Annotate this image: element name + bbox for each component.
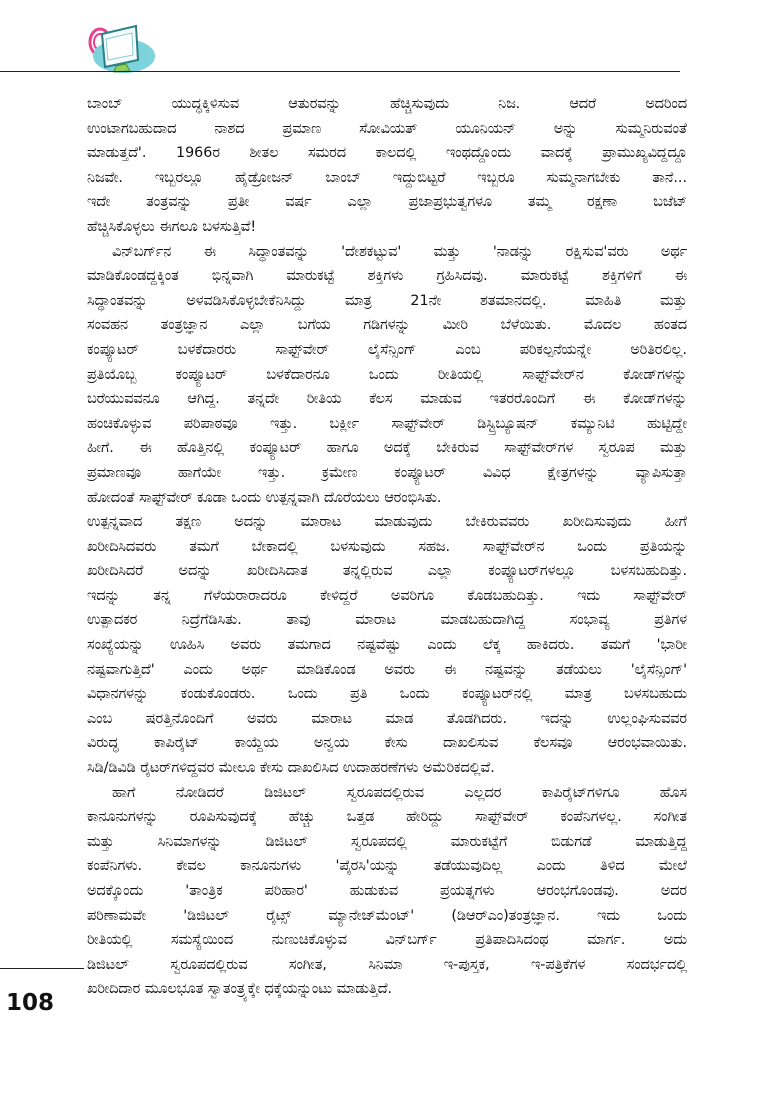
text-line: ಡಿಜಿಟಲ್ ಸ್ವರೂಪದಲ್ಲಿರುವ ಸಂಗೀತ, ಸಿನಿಮಾ ಇ-ಪುಸ್ತಕ, ಇ-ಪತ್ರಿಕೆಗಳ ಸಂದರ್ಭದಲ್ಲಿ: [87, 956, 687, 973]
text-line: ಬರೆಯುವವನೂ ಆಗಿದ್ದ. ತನ್ನದೇ ರೀತಿಯ ಕೆಲಸ ಮಾಡುವ ಇತರರೊಂದಿಗೆ ಈ ಕೋಡ್‌ಗಳನ್ನು: [87, 391, 687, 408]
text-line: ಬಾಂಬ್ ಯುದ್ಧಕ್ಕಿಳಿಸುವ ಆತುರವನ್ನು ಹೆಚ್ಚಿಸುವುದು ನಿಜ. ಆದರೆ ಅದರಿಂದ: [87, 96, 687, 112]
text-line: ಹೆಚ್ಚಿಸಿಕೊಳ್ಳಲು ಈಗಲೂ ಬಳಸುತ್ತಿವೆ!: [87, 218, 257, 235]
paragraph: [87, 240, 687, 781]
text-line: ಇದೇ ತಂತ್ರವನ್ನು ಪ್ರತೀ ವರ್ಷ ಎಲ್ಲಾ ಪ್ರಜಾಪ್ರಭುತ್ವಗಳೂ ತಮ್ಮ ರಕ್ಷಣಾ ಬಜೆಟ್: [87, 194, 687, 211]
text-line: ಉತ್ಪಾದಕರ ನಿದ್ರೆಗೆಡಿಸಿತು. ತಾವು ಮಾರಾಟ ಮಾಡಬಹುದಾಗಿದ್ದ ಸಂಭಾವ್ಯ ಪ್ರತಿಗಳ: [87, 612, 687, 629]
text-line: ಹಂಚಿಕೊಳ್ಳುವ ಪರಿಪಾಠವೂ ಇತ್ತು. ಬರ್ಕ್ಲೀ ಸಾಫ್ಟ್‌ವೇರ್ ಡಿಸ್ಟ್ರಿಬ್ಯೂಷನ್ ಕಮ್ಯುನಿಟಿ ಹುಟ್ಟಿದ್ದೇ: [87, 415, 687, 432]
text-line: ಪ್ರತಿಯೊಬ್ಬ ಕಂಪ್ಯೂಟರ್ ಬಳಕೆದಾರನೂ ಒಂದು ರೀತಿಯಲ್ಲಿ ಸಾಫ್ಟ್‌ವೇರ್‌ನ ಕೋಡ್‌ಗಳನ್ನು: [87, 366, 687, 383]
text-line: ಸಂಖ್ಯೆಯನ್ನು ಊಹಿಸಿ ಅವರು ತಮಗಾದ ನಷ್ಟವೆಷ್ಟು ಎಂದು ಲೆಕ್ಕ ಹಾಕಿದರು. ತಮಗೆ 'ಭಾರೀ: [87, 637, 687, 654]
text-line: ಅದಕ್ಕೊಂದು 'ತಾಂತ್ರಿಕ ಪರಿಹಾರ' ಹುಡುಕುವ ಪ್ರಯತ್ನಗಳು ಆರಂಭಗೊಂಡವು. ಅದರ: [87, 883, 687, 899]
text-line: ನಷ್ಟವಾಗುತ್ತಿದೆ' ಎಂದು ಅರ್ಥ ಮಾಡಿಕೊಂಡ ಅವರು ಈ ನಷ್ಟವನ್ನು ತಡೆಯಲು 'ಲೈಸೆನ್ಸಿಂಗ್': [87, 661, 687, 678]
text-line: ಕಾನೂನುಗಳನ್ನು ರೂಪಿಸುವುದಕ್ಕೆ ಹೆಚ್ಚು ಒತ್ತಡ ಹೇರಿದ್ದು ಸಾಫ್ಟ್‌ವೇರ್ ಕಂಪೆನಿಗಳಲ್ಲ. ಸಂಗೀತ: [87, 809, 687, 826]
text-line: ಮಾಡುತ್ತದೆ'. 1966ರ ಶೀತಲ ಸಮರದ ಕಾಲದಲ್ಲಿ ಇಂಥದ್ದೊಂದು ವಾದಕ್ಕೆ ಪ್ರಾಮುಖ್ಯವಿದ್ದದ್ದೂ: [87, 145, 687, 162]
text-line: ಉತ್ಪನ್ನವಾದ ತಕ್ಷಣ ಅದನ್ನು ಮಾರಾಟ ಮಾಡುವುದು ಬೇಕಿರುವವರು ಖರೀದಿಸುವುದು ಹೀಗೆ: [87, 514, 687, 531]
monitor-icon: [86, 22, 156, 74]
text-line: ಉಂಟಾಗಬಹುದಾದ ನಾಶದ ಪ್ರಮಾಣ ಸೋವಿಯತ್ ಯೂನಿಯನ್ ಅನ್ನು ಸುಮ್ಮನಿರುವಂತೆ: [87, 120, 687, 137]
footer-rule: [0, 968, 84, 969]
text-line: ಪ್ರಮಾಣವೂ ಹಾಗೆಯೇ ಇತ್ತು. ಕ್ರಮೇಣ ಕಂಪ್ಯೂಟರ್ ವಿವಿಧ ಕ್ಷೇತ್ರಗಳನ್ನು ವ್ಯಾಪಿಸುತ್ತಾ: [87, 464, 687, 481]
paragraph: [87, 781, 687, 1002]
text-line: ಹೋದಂತೆ ಸಾಫ್ಟ್‌ವೇರ್ ಕೂಡಾ ಒಂದು ಉತ್ಪನ್ನವಾಗಿ ದೊರೆಯಲು ಆರಂಭಿಸಿತು.: [87, 489, 442, 506]
text-line: ಖರೀದಿದಾರ ಮೂಲಭೂತ ಸ್ವಾತಂತ್ರ್ಯಕ್ಕೇ ಧಕ್ಕೆಯನ್ನುಂಟು ಮಾಡುತ್ತಿದೆ.: [87, 981, 393, 998]
text-line: ಹೀಗೆ. ಈ ಹೊತ್ತಿನಲ್ಲಿ ಕಂಪ್ಯೂಟರ್ ಹಾಗೂ ಅದಕ್ಕೆ ಬೇಕಿರುವ ಸಾಫ್ಟ್‌ವೇರ್‌ಗಳ ಸ್ವರೂಪ ಮತ್ತು: [87, 440, 687, 457]
text-line: ಕಂಪೆನಿಗಳು. ಕೇವಲ ಕಾನೂನುಗಳು 'ಪೈರಸಿ'ಯನ್ನು ತಡೆಯುವುದಿಲ್ಲ ಎಂದು ತಿಳಿದ ಮೇಲೆ: [87, 858, 687, 875]
text-line: ರೀತಿಯಲ್ಲಿ ಸಮಸ್ಯೆಯಿಂದ ನುಣುಚಿಕೊಳ್ಳುವ ವಿನ್‌ಬರ್ಗ್ ಪ್ರತಿಪಾದಿಸಿದಂಥ ಮಾರ್ಗ. ಅದು: [87, 932, 687, 949]
paragraph: [87, 92, 687, 240]
text-line: ವಿನ್‌ಬರ್ಗ್‌ನ ಈ ಸಿದ್ಧಾಂತವನ್ನು 'ದೇಶಕಟ್ಟುವ' ಮತ್ತು 'ನಾಡನ್ನು ರಕ್ಷಿಸುವ'ವರು ಅರ್ಥ: [112, 243, 687, 260]
page-number: 108: [6, 990, 55, 1016]
text-line: ವಿಧಾನಗಳನ್ನು ಕಂಡುಕೊಂಡರು. ಒಂದು ಪ್ರತಿ ಒಂದು ಕಂಪ್ಯೂಟರ್‌ನಲ್ಲಿ ಮಾತ್ರ ಬಳಸಬಹುದು: [87, 686, 687, 703]
header-rule: [0, 71, 680, 72]
text-line: ಖರೀದಿಸಿದರೆ ಅದನ್ನು ಖರೀದಿಸಿದಾತ ತನ್ನಲ್ಲಿರುವ ಎಲ್ಲಾ ಕಂಪ್ಯೂಟರ್‌ಗಳಲ್ಲೂ ಬಳಸಬಹುದಿತ್ತು.: [87, 563, 687, 580]
text-line: ಮಾಡಿಕೊಂಡದ್ದಕ್ಕಿಂತ ಭಿನ್ನವಾಗಿ ಮಾರುಕಟ್ಟೆ ಶಕ್ತಿಗಳು ಗ್ರಹಿಸಿದವು. ಮಾರುಕಟ್ಟೆ ಶಕ್ತಿಗಳಿಗೆ ಈ: [87, 268, 687, 285]
text-line: ಎಂಬ ಷರತ್ತಿನೊಂದಿಗೆ ಅವರು ಮಾರಾಟ ಮಾಡ ತೊಡಗಿದರು. ಇದನ್ನು ಉಲ್ಲಂಘಿಸುವವರ: [87, 710, 687, 727]
text-line: ವಿರುದ್ಧ ಕಾಪಿರೈಟ್ ಕಾಯ್ದೆಯ ಅನ್ವಯ ಕೇಸು ದಾಖಲಿಸುವ ಕೆಲಸವೂ ಆರಂಭವಾಯಿತು.: [87, 735, 687, 752]
body-text: [87, 92, 687, 1002]
text-line: ಸಂವಹನ ತಂತ್ರಜ್ಞಾನ ಎಲ್ಲಾ ಬಗೆಯ ಗಡಿಗಳನ್ನು ಮೀರಿ ಬೆಳೆಯಿತು. ಮೊದಲ ಹಂತದ: [87, 317, 687, 334]
text-line: ನಿಜವೇ. ಇಬ್ಬರಲ್ಲೂ ಹೈಡ್ರೋಜನ್ ಬಾಂಬ್ ಇದ್ದುಬಿಟ್ಟರೆ ಇಬ್ಬರೂ ಸುಮ್ಮನಾಗಬೇಕು ತಾನೆ...: [87, 169, 687, 186]
text-line: ಹಾಗೆ ನೋಡಿದರೆ ಡಿಜಿಟಲ್ ಸ್ವರೂಪದಲ್ಲಿರುವ ಎಲ್ಲದರ ಕಾಪಿರೈಟ್‌ಗಳಿಗೂ ಹೊಸ: [112, 784, 687, 801]
text-line: ಸಿಡಿ/ಡಿವಿಡಿ ರೈಟರ್‌ಗಳಿದ್ದವರ ಮೇಲೂ ಕೇಸು ದಾಖಲಿಸಿದ ಉದಾಹರಣೆಗಳು ಅಮೆರಿಕದಲ್ಲಿವೆ.: [87, 760, 495, 777]
text-line: ಇದನ್ನು ತನ್ನ ಗೆಳೆಯರಾರಾದರೂ ಕೇಳಿದ್ದರೆ ಅವರಿಗೂ ಕೊಡಬಹುದಿತ್ತು. ಇದು ಸಾಫ್ಟ್‌ವೇರ್: [87, 587, 687, 604]
text-line: ಸಿದ್ಧಾಂತವನ್ನು ಅಳವಡಿಸಿಕೊಳ್ಳಬೇಕೆನಿಸಿದ್ದು ಮಾತ್ರ 21ನೇ ಶತಮಾನದಲ್ಲಿ. ಮಾಹಿತಿ ಮತ್ತು: [87, 292, 687, 309]
text-line: ಮತ್ತು ಸಿನಿಮಾಗಳನ್ನು ಡಿಜಿಟಲ್ ಸ್ವರೂಪದಲ್ಲಿ ಮಾರುಕಟ್ಟೆಗೆ ಬಿಡುಗಡೆ ಮಾಡುತ್ತಿದ್ದ: [87, 833, 687, 850]
text-line: ಕಂಪ್ಯೂಟರ್ ಬಳಕೆದಾರರು ಸಾಫ್ಟ್‌ವೇರ್ ಲೈಸೆನ್ಸಿಂಗ್ ಎಂಬ ಪರಿಕಲ್ಪನೆಯನ್ನೇ ಅರಿತಿರಲಿಲ್ಲ.: [87, 341, 687, 358]
text-line: ಪರಿಣಾಮವೇ 'ಡಿಜಿಟಲ್ ರೈಟ್ಸ್ ಮ್ಯಾನೇಜ್‌ಮೆಂಟ್' (ಡಿಆರ್‌ಎಂ)ತಂತ್ರಜ್ಞಾನ. ಇದು ಒಂದು: [87, 907, 687, 924]
text-line: ಖರೀದಿಸಿದವರು ತಮಗೆ ಬೇಕಾದಲ್ಲಿ ಬಳಸುವುದು ಸಹಜ. ಸಾಫ್ಟ್‌ವೇರ್‌ನ ಒಂದು ಪ್ರತಿಯನ್ನು: [87, 538, 687, 555]
